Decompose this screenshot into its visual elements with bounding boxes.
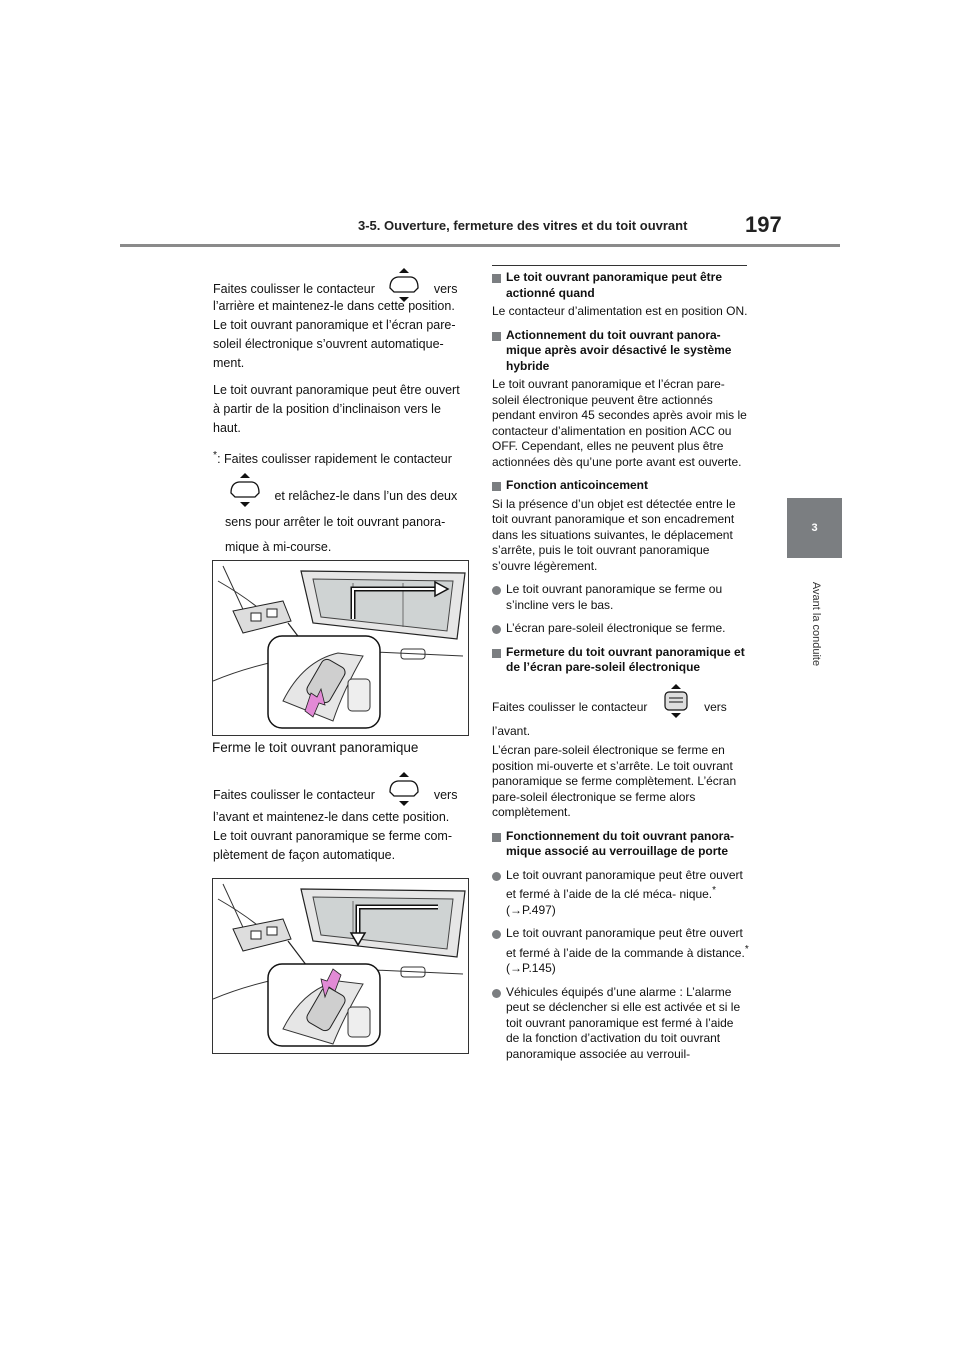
text-operable-when: Le contacteur d’alimentation est en position ON. [492,304,748,318]
bullet-remote [492,926,750,977]
right-top-rule [492,265,747,266]
slide-open-pre: Faites coulisser le contacteur [213,281,375,296]
heading-anti-pinch: Fonction anticoincement [492,478,750,494]
slide-close-pre: Faites coulisser le contacteur [213,787,375,802]
open-line-2: Le toit ouvrant panoramique et l’écran pare- [213,318,456,332]
open-line-4: ment. [213,356,245,370]
text-after-hybrid-off: Le toit ouvrant panoramique et l’écran pare-soleil électronique peuvent être actionnés pendant environ 45 secondes après avoir mis le contacteur d’alimentation en position ACC ou OFF. Cependant, elles ne peuvent plus être actionnées dès qu’une porte avant est ouverte. [492,377,747,469]
heading-after-hybrid-off: Actionnement du toit ouvrant panoramique après avoir désactivé le système hybride [492,328,750,375]
tilt-line-1: Le toit ouvrant panoramique peut être ouvert [213,383,460,397]
close-shade-line-2: l’avant. [492,723,531,738]
bullet-roof-closing: Le toit ouvrant panoramique se ferme ou s’incline vers le bas. [492,582,750,613]
footnote-line-2 [213,473,473,507]
heading-operable-when: Le toit ouvrant panoramique peut être actionné quand [492,270,750,301]
footnote-text-1: : Faites coulisser rapidement le contacteur [217,452,452,467]
open-line-1: l’arrière et maintenez-le dans cette position. [213,299,455,313]
close-line-3: plètement de façon automatique. [213,848,396,862]
close-shade-pre: Faites coulisser le contacteur [492,699,648,714]
close-shade-line [492,684,750,720]
heading-door-lock-linked: Fonctionnement du toit ouvrant panoramique associé au verrouillage de porte [492,829,750,860]
footnote-line-4: mique à mi-course. [225,540,332,555]
sunroof-open-illustration [212,560,469,736]
mech-key-l2: nique. [679,887,713,901]
close-line-1: l’avant et maintenez-le dans cette position. [213,810,450,824]
mech-key-ref[interactable]: (→P.497) [506,902,556,917]
footnote-text-2: et relâchez-le dans l’un des deux [274,488,458,503]
mech-key-l1: Le toit ouvrant panoramique peut être ouvert et fermé à l’aide de la clé méca- [506,867,743,901]
bullet-alarm: Véhicules équipés d’une alarme : L’alarme peut se déclencher si elle est activée et si le toit ouvrant panoramique est fermé à l’aide de la fonction d’activation du toit ouvrant panoramique associée au verrouil- [492,985,750,1063]
text-close-shade: L’écran pare-soleil électronique se ferme en position mi-ouverte et s’arrête. Le toit ouvrant panoramique se ferme complètement. L’écran pare-soleil électronique se ferme alors complètement. [492,743,737,819]
footnote-line-3: sens pour arrêter le toit ouvrant panora- [225,515,446,530]
remote-star: * [744,943,749,955]
sunroof-close-illustration [212,878,469,1054]
section-title: 3-5. Ouverture, fermeture des vitres et du toit ouvrant [358,218,688,233]
remote-l1: Le toit ouvrant panoramique peut être ouvert et fermé à l’aide de la commande à [506,926,743,960]
bullet-mechanical-key [492,868,750,919]
close-shade-post: vers [704,699,727,714]
slide-close-line [213,772,473,806]
text-anti-pinch: Si la présence d’un objet est détectée entre le toit ouvrant panoramique et son encadrement dans les situations suivantes, le déplacement s’arrête, puis le toit ouvrant panoramique s’ouvre légèrement. [492,496,736,573]
right-column [492,270,750,1062]
footnote-line-1 [213,446,473,469]
close-text [213,772,473,865]
mech-key-star: * [712,885,717,896]
left-column [213,268,473,557]
remote-l2: distance. [696,945,745,960]
slide-open-line [213,268,473,294]
close-line-2: Le toit ouvrant panoramique se ferme com- [213,829,453,843]
slide-open-post: vers [433,281,458,296]
shade-switch-icon [659,684,693,732]
slide-close-post: vers [433,787,458,802]
remote-ref[interactable]: (→P.145) [506,961,556,975]
heading-close-roof-and-shade: Fermeture du toit ouvrant panoramique et de l’écran pare-soleil électronique [492,645,750,676]
chapter-tab: 3 [787,498,842,558]
bullet-shade-closing: L’écran pare-soleil électronique se ferme. [492,621,750,637]
footnote-mark: * [213,450,218,461]
close-heading: Ferme le toit ouvrant panoramique [212,740,419,755]
open-line-3: soleil électronique s’ouvrent automatique- [213,337,444,351]
tilt-line-3: haut. [213,421,241,435]
chapter-label: Avant la conduite [810,581,822,667]
header-rule [120,244,840,247]
page-number: 197 [745,212,782,237]
tilt-line-2: à partir de la position d’inclinaison vers le [213,402,441,416]
